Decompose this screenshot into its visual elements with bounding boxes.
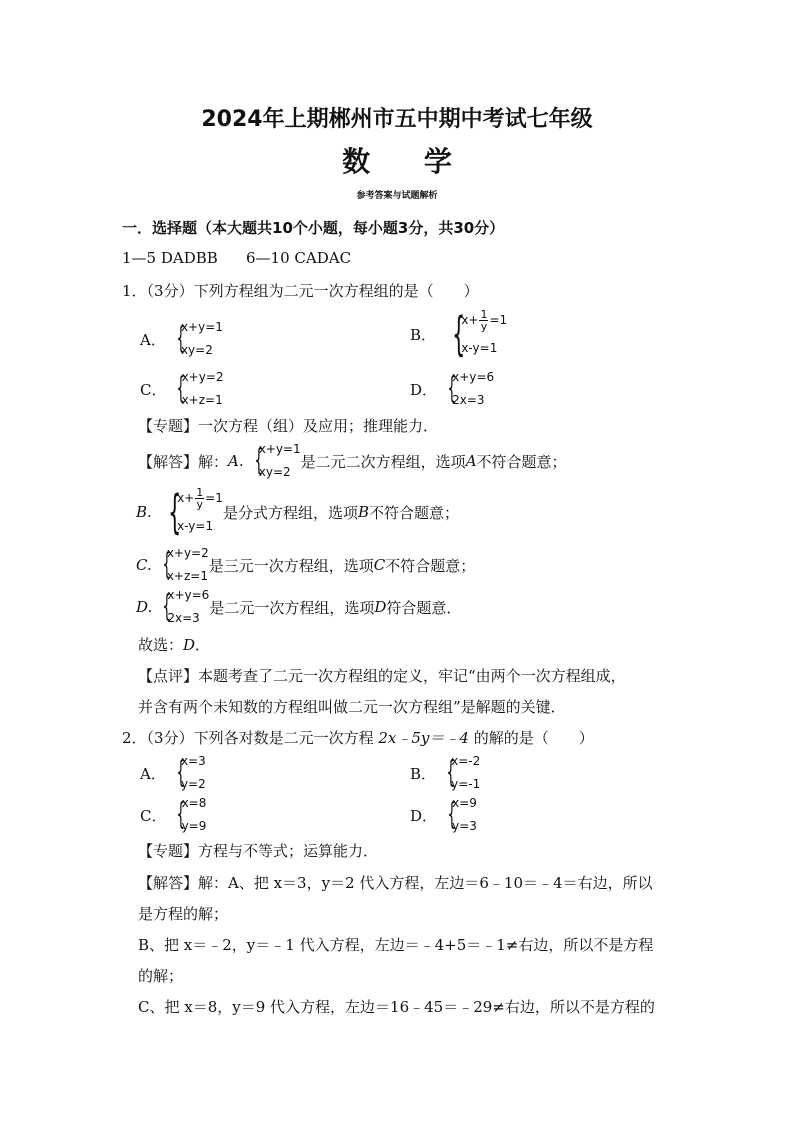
subject-heading: 数 学: [342, 145, 474, 178]
equation-system: x=8 y=9: [181, 796, 207, 833]
q1-solution-c: C. { x+y=2 x+z=1 是三元一次方程组，选项 C 不符合题意；: [136, 546, 476, 583]
q1-review-line1: 【点评】本题考查了二元一次方程组的定义，牢记“由两个一次方程组成，: [138, 667, 626, 685]
equation-system: x=3 y=2: [180, 754, 206, 791]
brace: {: [167, 485, 182, 539]
brace: {: [162, 589, 172, 624]
q2-option-a[interactable]: [140, 750, 206, 796]
answer-key-1: 1—5 DADBB: [122, 249, 218, 267]
brace: {: [176, 755, 185, 790]
q1-solution-b: B. { x+ $\frac{1}{y}$ =1 x-y=1 是分式方程组，选项 B 不符合题意；: [136, 485, 459, 539]
brace: {: [452, 307, 466, 361]
equation-system: x+ $\frac{1}{y}$ =1 x-y=1: [461, 308, 508, 355]
brace: {: [176, 371, 186, 406]
q2-solution-line1: 【解答】解：A、把 x＝3，y＝2 代入方程，左边＝6﹣10＝﹣4＝右边，所以: [138, 874, 653, 892]
brace: {: [176, 321, 185, 356]
q1-option-c[interactable]: [140, 366, 224, 412]
option-label: B．: [410, 764, 437, 783]
q1-review-line2: 并含有两个未知数的方程组叫做二元一次方程组”是解题的关键．: [138, 698, 566, 716]
brace: {: [446, 755, 456, 790]
brace: {: [447, 797, 457, 832]
brace: {: [176, 797, 186, 832]
equation-system: x+y=6 2x=3: [452, 370, 495, 407]
q1-solution-a: 【解答】解： A. { x+y=1 xy=2 是二元二次方程组，选项 A 不符合题意；: [138, 442, 567, 479]
q2-option-d[interactable]: [410, 792, 477, 838]
option-label: D．: [410, 806, 438, 825]
brace: {: [254, 443, 263, 478]
option-label: A．: [140, 764, 166, 783]
equation-system: x+y=2 x+z=1: [181, 370, 224, 407]
option-label: D．: [410, 380, 438, 399]
q1-stem: 1．（3分）下列方程组为二元一次方程组的是（ ）: [122, 282, 479, 300]
section-heading: 一．选择题（本大题共10个小题，每小题3分，共30分）: [122, 219, 505, 237]
option-label: C．: [140, 380, 167, 399]
equation-system: x+y=1 xy=2: [180, 320, 223, 357]
option-label: A．: [140, 330, 166, 349]
q2-solution-line4: 的解；: [138, 967, 184, 985]
fraction: $\frac{1}{y}$: [480, 308, 488, 333]
option-label: C．: [140, 806, 167, 825]
q1-choice: 故选：D．: [138, 636, 211, 654]
q2-option-c[interactable]: [140, 792, 206, 838]
brace: {: [162, 547, 171, 582]
q1-option-b[interactable]: [410, 306, 507, 362]
page-title: 2024年上期郴州市五中期中考试七年级: [201, 107, 593, 132]
q2-solution-line2: 是方程的解；: [138, 905, 229, 923]
answer-key-2: 6—10 CADAC: [246, 249, 352, 267]
q2-stem: 2．（3分）下列各对数是二元一次方程 2x﹣5y＝﹣4 的解的是（ ）: [122, 729, 594, 747]
q1-option-a[interactable]: [140, 316, 223, 362]
subtitle: 参考答案与试题解析: [356, 191, 438, 201]
q1-topic: 【专题】一次方程（组）及应用；推理能力．: [138, 417, 439, 435]
q1-option-d[interactable]: [410, 366, 494, 412]
q2-solution-line5: C、把 x＝8，y＝9 代入方程，左边＝16﹣45＝﹣29≠右边，所以不是方程的: [138, 998, 655, 1016]
q2-option-b[interactable]: [410, 750, 480, 796]
equation-system: x=9 y=3: [452, 796, 477, 833]
brace: {: [447, 371, 457, 406]
option-label: B．: [410, 325, 437, 344]
q2-topic: 【专题】方程与不等式；运算能力．: [138, 842, 379, 860]
q1-solution-d: D. { x+y=6 2x=3 是二元一次方程组，选项 D 符合题意．: [136, 588, 462, 625]
equation-system: x=-2 y=-1: [451, 754, 481, 791]
q2-solution-line3: B、把 x＝﹣2，y＝﹣1 代入方程，左边＝﹣4+5＝﹣1≠右边，所以不是方程: [138, 936, 654, 954]
